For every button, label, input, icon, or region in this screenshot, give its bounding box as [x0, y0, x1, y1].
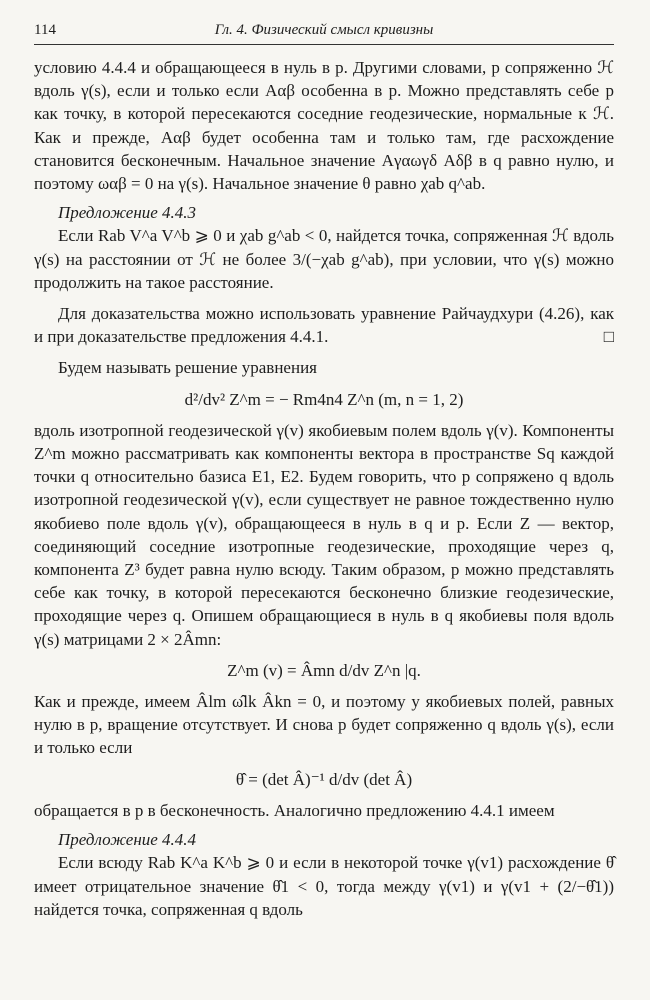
page-header — [34, 20, 614, 45]
equation-expansion: θ̂ = (det Â)⁻¹ d/dv (det Â) — [235, 769, 413, 789]
paragraph-7: обращается в p в бесконечность. Аналогично предложению 4.4.1 имеем — [34, 800, 555, 820]
proposition-heading-4-4-3: Предложение 4.4.3 — [58, 203, 197, 223]
paragraph-8: Если всюду Rab K^a K^b ⩾ 0 и если в некоторой точке γ(v1) расхождение θ̂ имеет отрицательное значение θ̂1 < 0, тогда между γ(v1) и γ(v1 + (2/−θ̂1)) найдется точка, сопряженная q вдоль — [34, 853, 614, 919]
proposition-heading-4-4-4: Предложение 4.4.4 — [58, 830, 197, 850]
equation-jacobi: d²/dv² Z^m = − Rm4n4 Z^n (m, n = 1, 2) — [184, 389, 464, 409]
running-title: Гл. 4. Физический смысл кривизны — [214, 22, 434, 38]
paragraph-3 — [34, 302, 614, 348]
paragraph-1: условию 4.4.4 и обращающееся в нуль в p. Другими словами, p сопряженно ℋ вдоль γ(s), если и только если Aαβ особенна в p. Можно представлять себе p как точку, в которой пересекаются соседние геодезические, нормальные к ℋ. Как и прежде, Aαβ будет особенна там и только там, где расхождение становится бесконечным. Начальное значение Aγαωγδ Aδβ в q равно нулю, и поэтому ωαβ = 0 на γ(s). Начальное значение θ равно χab q^ab. — [34, 58, 614, 194]
page-body — [34, 56, 614, 921]
equation-jacobi-matrix: Z^m (v) = Âmn d/dv Z^n |q. — [227, 660, 421, 680]
paragraph-2: Если Rab V^a V^b ⩾ 0 и χab g^ab < 0, найдется точка, сопряженная ℋ вдоль γ(s) на расстоянии от ℋ не более 3/(−χab g^ab), при условии, что γ(s) можно продолжить на такое расстояние. — [34, 226, 614, 292]
page-number: 114 — [34, 22, 56, 38]
paragraph-5: вдоль изотропной геодезической γ(v) якобиевым полем вдоль γ(v). Компоненты Z^m можно рассматривать как компоненты вектора в пространстве Sq каждой точки q относительно базиса E1, E2. Будем говорить, что p сопряжено q вдоль изотропной геодезической γ(v), если существует не равное тождественно нулю якобиево поле вдоль γ(v), обращающееся в нуль в q и p. Если Z — вектор, соединяющий соседние изотропные геодезические, проходящие через q, компонента Z³ будет равна нулю всюду. Таким образом, p можно представлять себе как точку, в которой пересекаются бесконечно близкие геодезические, проходящие через q. Опишем обращающиеся в нуль в q якобиевы поля вдоль γ(s) матрицами 2 × 2Âmn: — [34, 420, 614, 649]
qed-mark: □ — [603, 327, 614, 347]
paragraph-4: Будем называть решение уравнения — [58, 358, 317, 378]
paragraph-6: Как и прежде, имеем Âlm ω̂lk Âkn = 0, и поэтому у якобиевых полей, равных нулю в p, вращение отсутствует. И снова p будет сопряженно q вдоль γ(s), если и только если — [34, 692, 614, 758]
paragraph-3-text: Для доказательства можно использовать уравнение Райчаудхури (4.26), как и при доказательстве предложения 4.4.1. — [34, 304, 614, 347]
